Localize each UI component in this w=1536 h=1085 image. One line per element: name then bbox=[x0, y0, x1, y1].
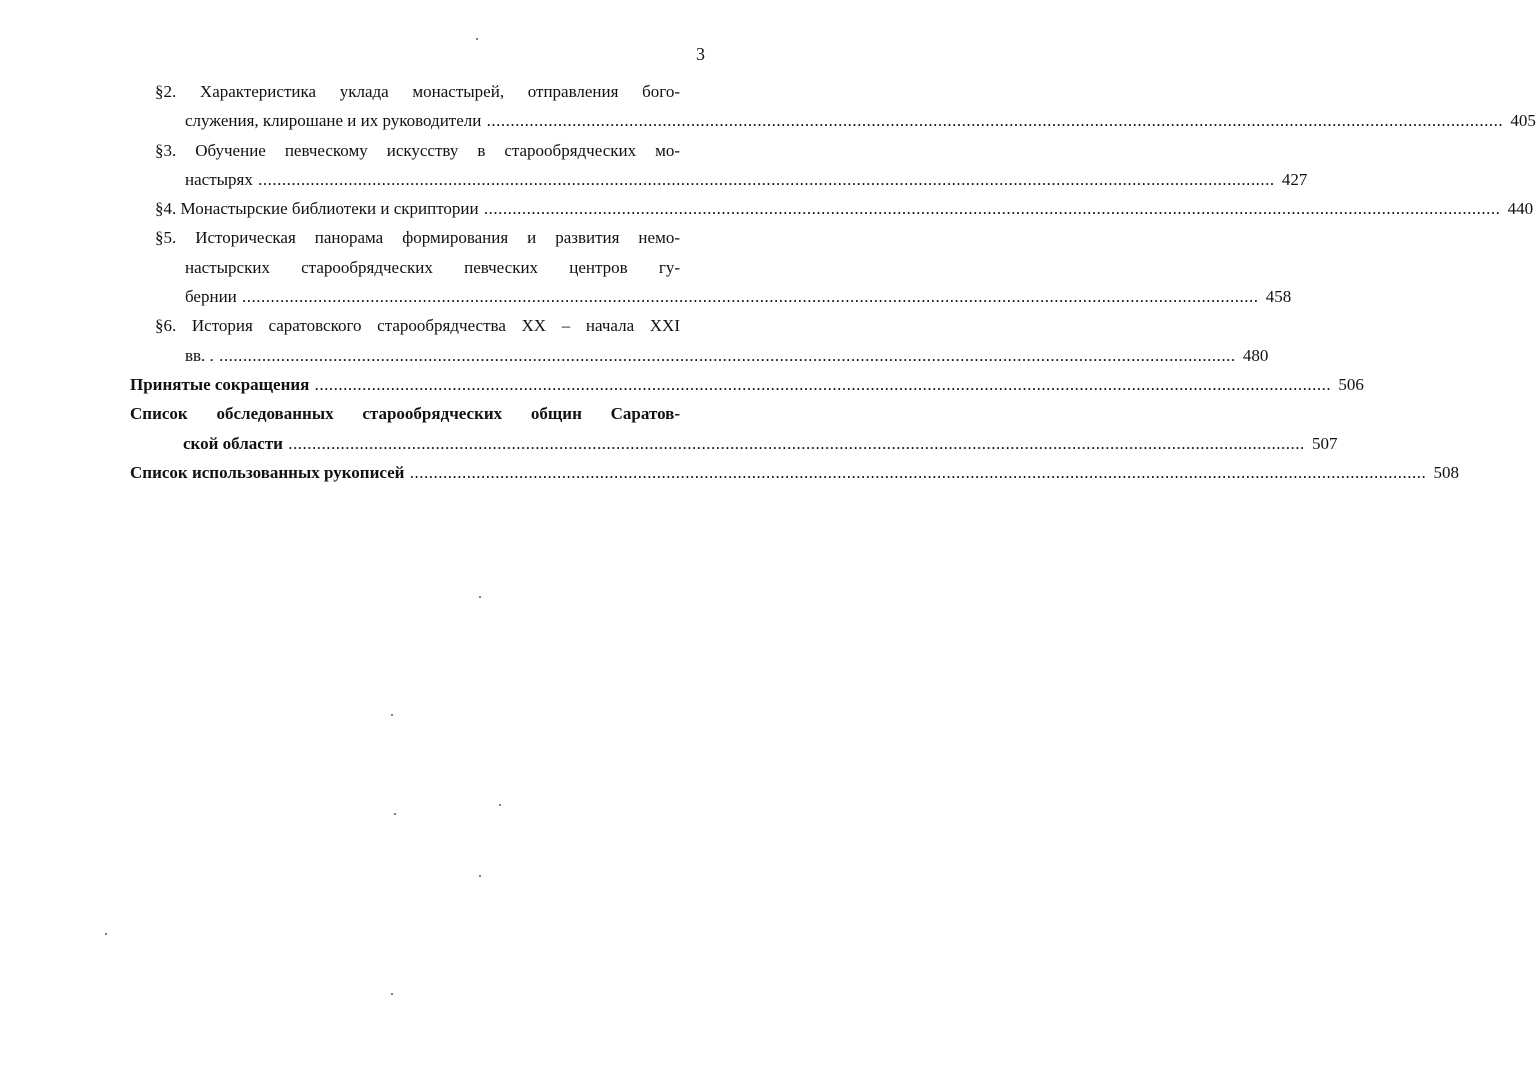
toc-entry-final-line bbox=[130, 458, 1459, 487]
scan-speck bbox=[479, 596, 481, 598]
toc-entry-final-line bbox=[155, 165, 1308, 194]
scan-speck bbox=[391, 714, 393, 716]
dot-leader bbox=[242, 287, 1259, 306]
toc-entry-line: §5. Историческая панорама формирования и развития немо- bbox=[155, 228, 680, 248]
toc-entry-line: §3. Обучение певческому искусству в старообрядческих мо- bbox=[155, 140, 680, 160]
toc-entry-text: вв. . bbox=[185, 345, 214, 365]
dot-leader bbox=[219, 346, 1236, 365]
dot-leader bbox=[288, 434, 1305, 453]
dot-leader bbox=[484, 199, 1501, 218]
toc-entry bbox=[130, 194, 1534, 223]
toc-entry-line: Список обследованных старообрядческих общин Саратов- bbox=[130, 404, 680, 424]
toc-entry-text: Принятые сокращения bbox=[130, 374, 310, 394]
toc-entry-final-line bbox=[155, 341, 1269, 370]
toc-page-number: 507 bbox=[1311, 433, 1338, 453]
toc-page-number: 405 bbox=[1510, 111, 1536, 131]
toc-entry bbox=[130, 399, 1338, 458]
scan-speck bbox=[391, 993, 393, 995]
dot-leader bbox=[315, 375, 1332, 394]
toc-page-number: 458 bbox=[1265, 287, 1292, 307]
scan-speck bbox=[499, 804, 501, 806]
dot-leader bbox=[487, 111, 1504, 130]
toc-page-number: 427 bbox=[1281, 169, 1308, 189]
scan-speck bbox=[479, 875, 481, 877]
scan-speck bbox=[105, 933, 107, 935]
toc-entry-final-line bbox=[130, 429, 1338, 458]
toc-entry-text: служения, клирошане и их руководители bbox=[185, 111, 482, 131]
page-number: 3 bbox=[696, 44, 705, 64]
toc-entry-final-line bbox=[130, 370, 1364, 399]
dot-leader bbox=[410, 463, 1427, 482]
toc-page-number: 480 bbox=[1242, 345, 1269, 365]
dot-leader bbox=[258, 170, 1275, 189]
toc-page-number: 440 bbox=[1507, 199, 1534, 219]
toc-entry-line: настырских старообрядческих певческих центров гу- bbox=[185, 257, 680, 277]
scan-speck bbox=[476, 38, 478, 40]
toc-entry bbox=[130, 136, 1308, 195]
toc-entry-line: §2. Характеристика уклада монастырей, отправления бого- bbox=[155, 82, 680, 101]
toc-entry-text: ской области bbox=[183, 433, 283, 453]
toc-entry bbox=[130, 370, 1364, 399]
toc-entry bbox=[130, 458, 1459, 487]
toc-entry-line: §6. История саратовского старообрядчества XX – начала XXI bbox=[155, 316, 680, 336]
toc-entry bbox=[130, 311, 1269, 370]
toc-entry-final-line bbox=[155, 282, 1292, 311]
table-of-contents bbox=[130, 77, 1536, 487]
toc-entry-text: бернии bbox=[185, 287, 237, 307]
toc-page-number: 506 bbox=[1338, 374, 1364, 394]
toc-entry-text: Список использованных рукописей bbox=[130, 462, 405, 482]
toc-entry-final-line bbox=[155, 194, 1534, 223]
toc-entry-final-line bbox=[155, 106, 1536, 135]
toc-page-number: 508 bbox=[1433, 462, 1459, 482]
scan-speck bbox=[394, 813, 396, 815]
toc-entry bbox=[130, 77, 1536, 136]
toc-entry bbox=[130, 223, 1292, 311]
toc-entry-text: настырях bbox=[185, 169, 253, 189]
toc-entry-text: §4. Монастырские библиотеки и скриптории bbox=[155, 199, 479, 219]
